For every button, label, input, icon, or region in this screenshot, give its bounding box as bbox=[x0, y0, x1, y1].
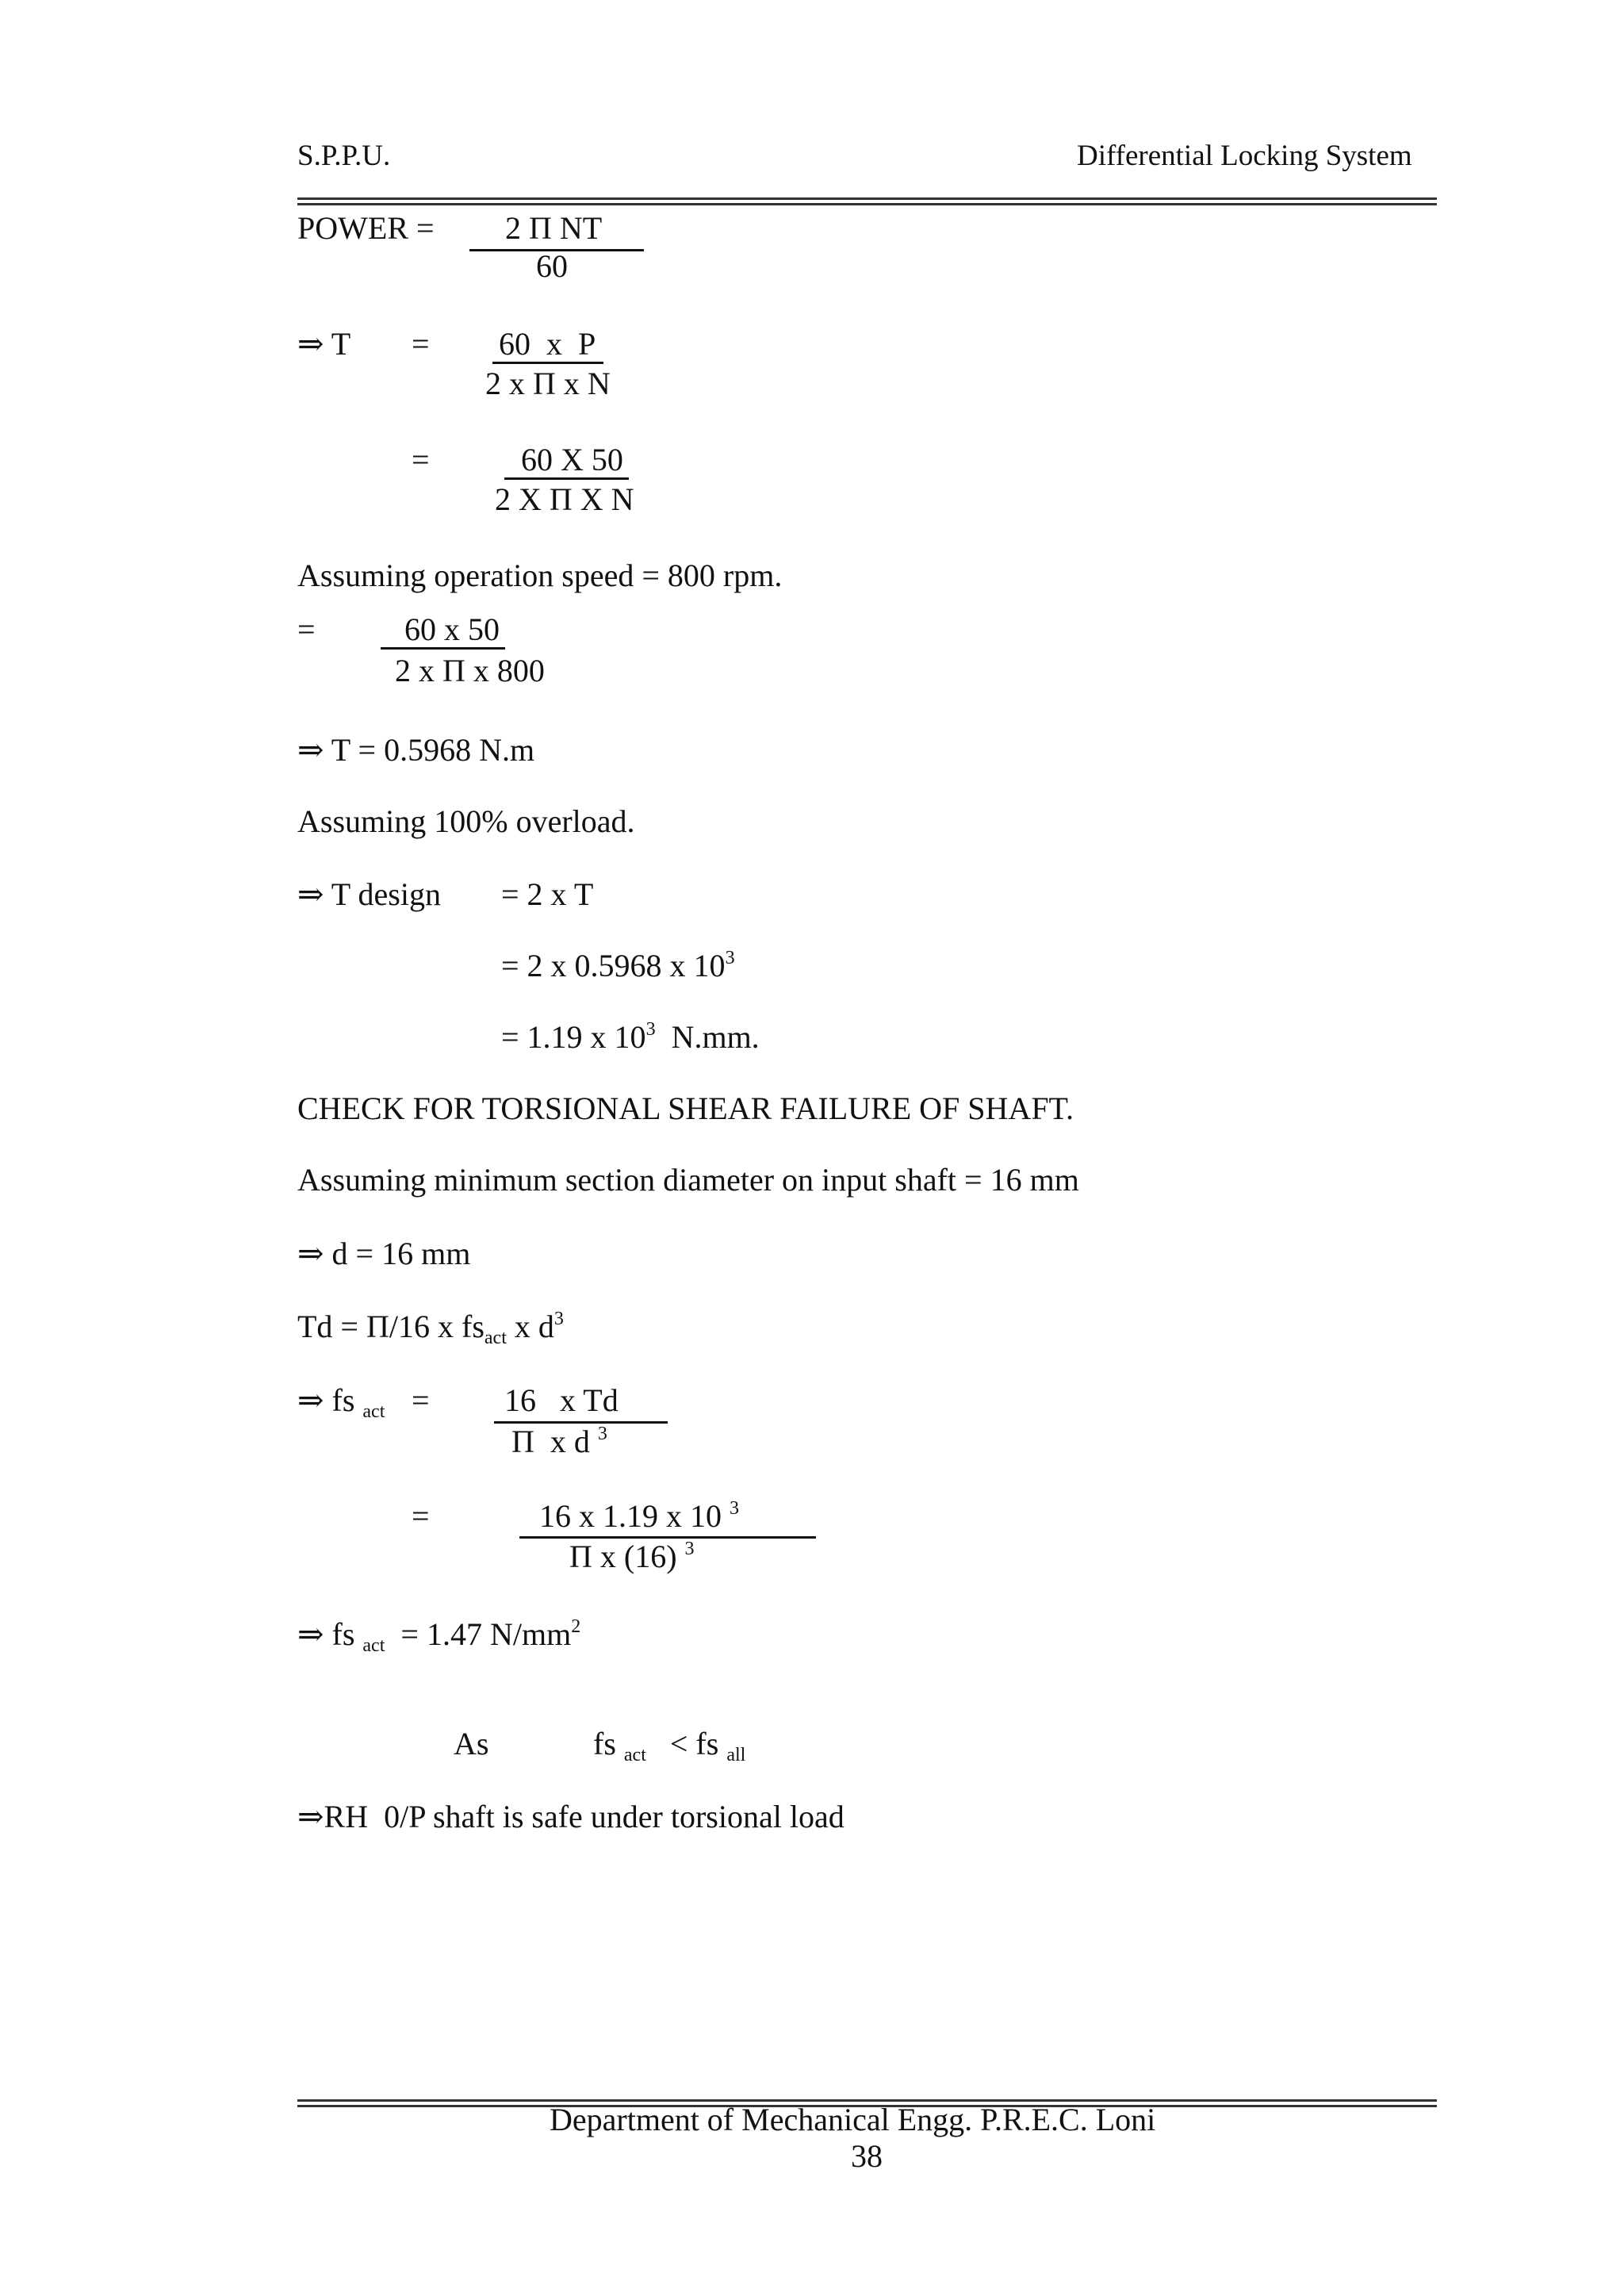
d-value: ⇒ d = 16 mm bbox=[297, 1236, 471, 1271]
header-right: Differential Locking System bbox=[1077, 140, 1412, 172]
fs-result-sub: act bbox=[362, 1635, 385, 1656]
t1-denominator: 2 x Π x N bbox=[485, 366, 611, 401]
fs-formula-numerator: 16 x Td bbox=[504, 1382, 619, 1418]
t-design-line1: = 2 x T bbox=[501, 876, 594, 912]
t1-fraction-bar bbox=[492, 362, 603, 364]
header-left: S.P.P.U. bbox=[297, 140, 391, 172]
fs-calc-denominator-text: Π x (16) bbox=[569, 1539, 677, 1574]
t1-numerator: 60 x P bbox=[499, 326, 596, 362]
t2-numerator: 60 X 50 bbox=[521, 442, 623, 477]
conclusion: ⇒RH 0/P shaft is safe under torsional load bbox=[297, 1799, 845, 1834]
fs-formula-denominator-text: Π x d bbox=[511, 1424, 590, 1459]
fs-result-exp: 2 bbox=[571, 1616, 581, 1637]
fs-calc-numerator bbox=[539, 1498, 739, 1539]
diameter-assumption: Assuming minimum section diameter on input shaft = 16 mm bbox=[297, 1162, 1079, 1198]
fs-calc-denominator bbox=[569, 1539, 695, 1580]
t-design-line3-exp: 3 bbox=[645, 1019, 656, 1040]
fs-calc-den-exp: 3 bbox=[684, 1539, 695, 1559]
t-design-line2 bbox=[501, 948, 735, 989]
td-formula bbox=[297, 1309, 564, 1350]
t2-fraction-bar bbox=[504, 477, 629, 480]
t2-denominator: 2 X Π X N bbox=[495, 481, 634, 517]
td-formula-exp: 3 bbox=[553, 1309, 564, 1329]
comparison-lhs-sub: act bbox=[623, 1745, 646, 1765]
page-number: 38 bbox=[851, 2138, 883, 2174]
comparison-rhs-sub: all bbox=[726, 1745, 746, 1765]
fs-result-value: = 1.47 N/mm bbox=[400, 1616, 572, 1652]
power-denominator: 60 bbox=[536, 248, 568, 284]
power-label: POWER = bbox=[297, 210, 435, 246]
t3-numerator: 60 x 50 bbox=[404, 611, 500, 647]
header-rule-top bbox=[297, 197, 1437, 200]
td-formula-rest: x d bbox=[506, 1309, 554, 1344]
t1-label: ⇒ T bbox=[297, 326, 351, 362]
t1-equals: = bbox=[412, 326, 430, 362]
comparison-lhs: fs bbox=[593, 1726, 616, 1761]
fs-formula-label bbox=[297, 1382, 385, 1424]
fs-calc-numerator-text: 16 x 1.19 x 10 bbox=[539, 1498, 722, 1534]
comparison-op: < fs bbox=[669, 1726, 719, 1761]
t-design-label: ⇒ T design bbox=[297, 876, 441, 912]
overload-assumption: Assuming 100% overload. bbox=[297, 803, 635, 839]
t3-denominator: 2 x Π x 800 bbox=[395, 653, 545, 688]
fs-formula-label-text: ⇒ fs bbox=[297, 1382, 355, 1418]
comparison-expression bbox=[593, 1726, 745, 1767]
t2-equals: = bbox=[412, 442, 430, 477]
fs-formula-den-exp: 3 bbox=[597, 1424, 607, 1444]
fs-formula-denominator bbox=[511, 1424, 607, 1465]
t-design-line3 bbox=[501, 1019, 760, 1060]
t3-equals: = bbox=[297, 611, 316, 647]
power-numerator: 2 Π NT bbox=[505, 210, 603, 246]
check-heading: CHECK FOR TORSIONAL SHEAR FAILURE OF SHAFT. bbox=[297, 1091, 1074, 1126]
fs-calc-equals: = bbox=[412, 1498, 430, 1534]
fs-calc-num-exp: 3 bbox=[730, 1498, 739, 1519]
td-formula-text: Td = Π/16 x fs bbox=[297, 1309, 485, 1344]
t-design-line2-text: = 2 x 0.5968 x 10 bbox=[501, 948, 726, 983]
fs-formula-equals: = bbox=[412, 1382, 430, 1418]
t3-fraction-bar bbox=[381, 647, 505, 650]
td-formula-sub: act bbox=[484, 1328, 507, 1348]
header-rule-bottom bbox=[297, 203, 1437, 205]
t-result: ⇒ T = 0.5968 N.m bbox=[297, 732, 535, 768]
speed-assumption: Assuming operation speed = 800 rpm. bbox=[297, 558, 783, 593]
fs-formula-sub: act bbox=[362, 1401, 385, 1422]
t-design-line3-text: = 1.19 x 10 bbox=[501, 1019, 646, 1055]
t-design-line2-exp: 3 bbox=[725, 948, 735, 968]
fs-result bbox=[297, 1616, 580, 1658]
footer-department: Department of Mechanical Engg. P.R.E.C. Loni bbox=[550, 2102, 1156, 2137]
comparison-as: As bbox=[454, 1726, 489, 1761]
t-design-line3-unit: N.mm. bbox=[671, 1019, 760, 1055]
fs-result-label: ⇒ fs bbox=[297, 1616, 355, 1652]
